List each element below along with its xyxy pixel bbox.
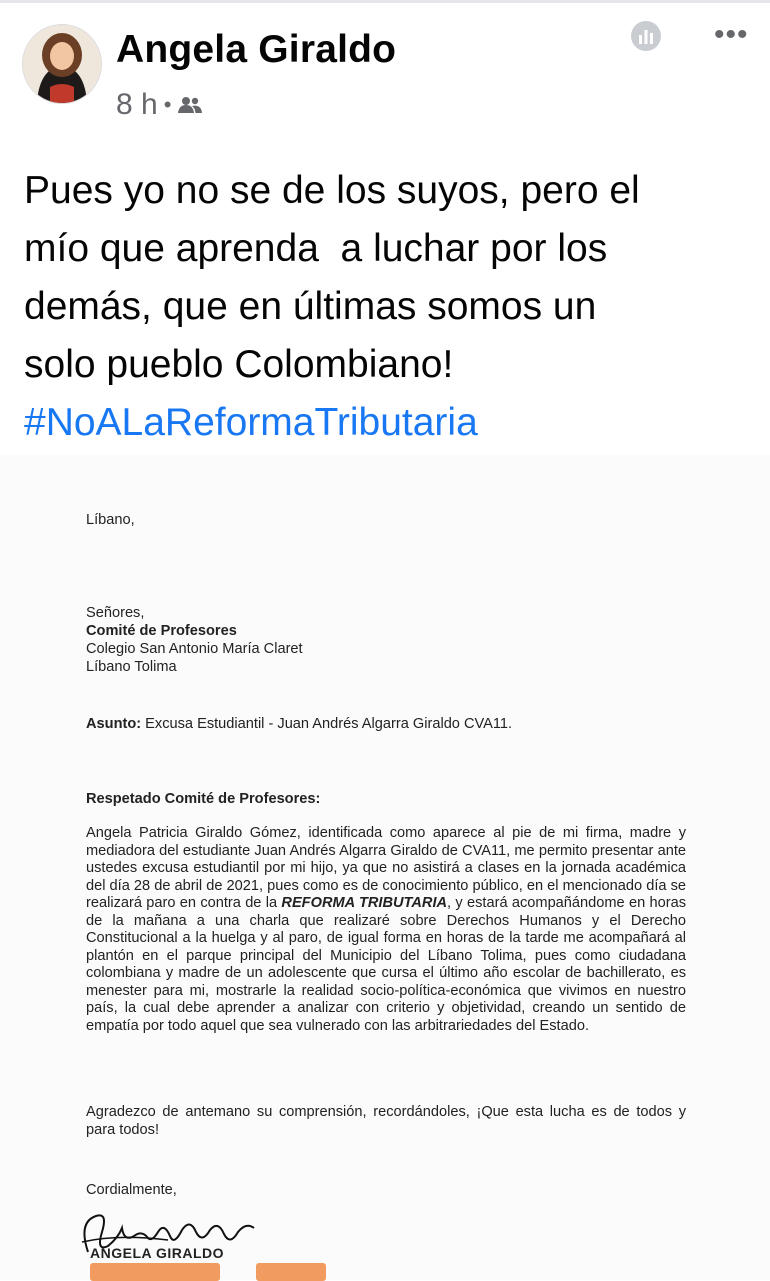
letter-subject-label: Asunto:	[86, 716, 142, 732]
post-text	[24, 162, 754, 452]
letter-city: Líbano Tolima	[86, 659, 177, 675]
insights-icon[interactable]	[630, 20, 662, 52]
avatar-photo	[23, 25, 101, 103]
top-divider	[0, 0, 770, 3]
post-timestamp[interactable]: 8 h	[116, 88, 158, 121]
post-text-line: demás, que en últimas somos un	[24, 285, 597, 328]
post-text-line: solo pueblo Colombiano!	[24, 343, 454, 386]
more-options-icon[interactable]: •••	[714, 18, 749, 51]
letter-subject	[86, 716, 512, 734]
letter-committee: Comité de Profesores	[86, 623, 237, 639]
post-meta	[116, 88, 203, 122]
letter-body-text-cont: , y estará acompañándome en horas de la mañana a una charla que realizaré sobre Derechos Humanos y el Derecho Constitucional a la huelga y al paro, de igual forma en horas de la tarde me acompañará al plantón en el parque principal del Municipio del Líbano Tolima, pues como ciudadana colombiana y madre de un adolescente que cursa el último año escolar de bachillerato, es menester para mi, mostrarle la realidad socio-política-económica que vivimos en nuestro país, la cual debe aprender a analizar con criterio y objetividad, creando un sentido de empatía por todo aquel que sea vulnerado con las arbitrariedades del Estado.	[86, 895, 687, 1034]
post-text-line: mío que aprenda a luchar por los	[24, 227, 608, 270]
post-text-line: Pues yo no se de los suyos, pero el	[24, 169, 640, 212]
letter-subject-text: Excusa Estudiantil - Juan Andrés Algarra Giraldo CVA11.	[141, 716, 513, 732]
signature-name: ANGELA GIRALDO	[90, 1245, 225, 1261]
redaction-mark	[90, 1263, 220, 1281]
letter-greeting-to: Señores,	[86, 605, 145, 621]
post-author-name[interactable]: Angela Giraldo	[116, 28, 397, 71]
attached-letter-image[interactable]	[0, 455, 770, 1280]
letter-body-emphasis: REFORMA TRIBUTARIA	[281, 895, 448, 911]
letter-salutation: Respetado Comité de Profesores:	[86, 791, 321, 807]
avatar[interactable]	[22, 24, 102, 104]
friends-icon[interactable]	[177, 95, 203, 115]
meta-separator: •	[163, 92, 172, 117]
letter-body	[86, 825, 686, 1035]
redaction-mark	[256, 1263, 326, 1281]
hashtag-link[interactable]: #NoALaReformaTributaria	[24, 401, 478, 444]
letter-school: Colegio San Antonio María Claret	[86, 641, 303, 657]
letter-closing: Cordialmente,	[86, 1182, 177, 1198]
letter-body-text: Angela Patricia Giraldo Gómez, identificada como aparece al pie de mi firma, madre y mediadora del estudiante Juan Andrés Algarra Giraldo de CVA11, me permito presentar ante ustedes excusa estudiantil por mi hijo, ya que no asistirá a clases en la jornada académica del día 28 de abril de 2021, pues como es de conocimiento público, en el mencionado día se realizará paro en contra de la	[86, 825, 686, 911]
letter-place: Líbano,	[86, 512, 135, 528]
letter-thanks: Agradezco de antemano su comprensión, recordándoles, ¡Que esta lucha es de todos y para todos!	[86, 1104, 686, 1138]
